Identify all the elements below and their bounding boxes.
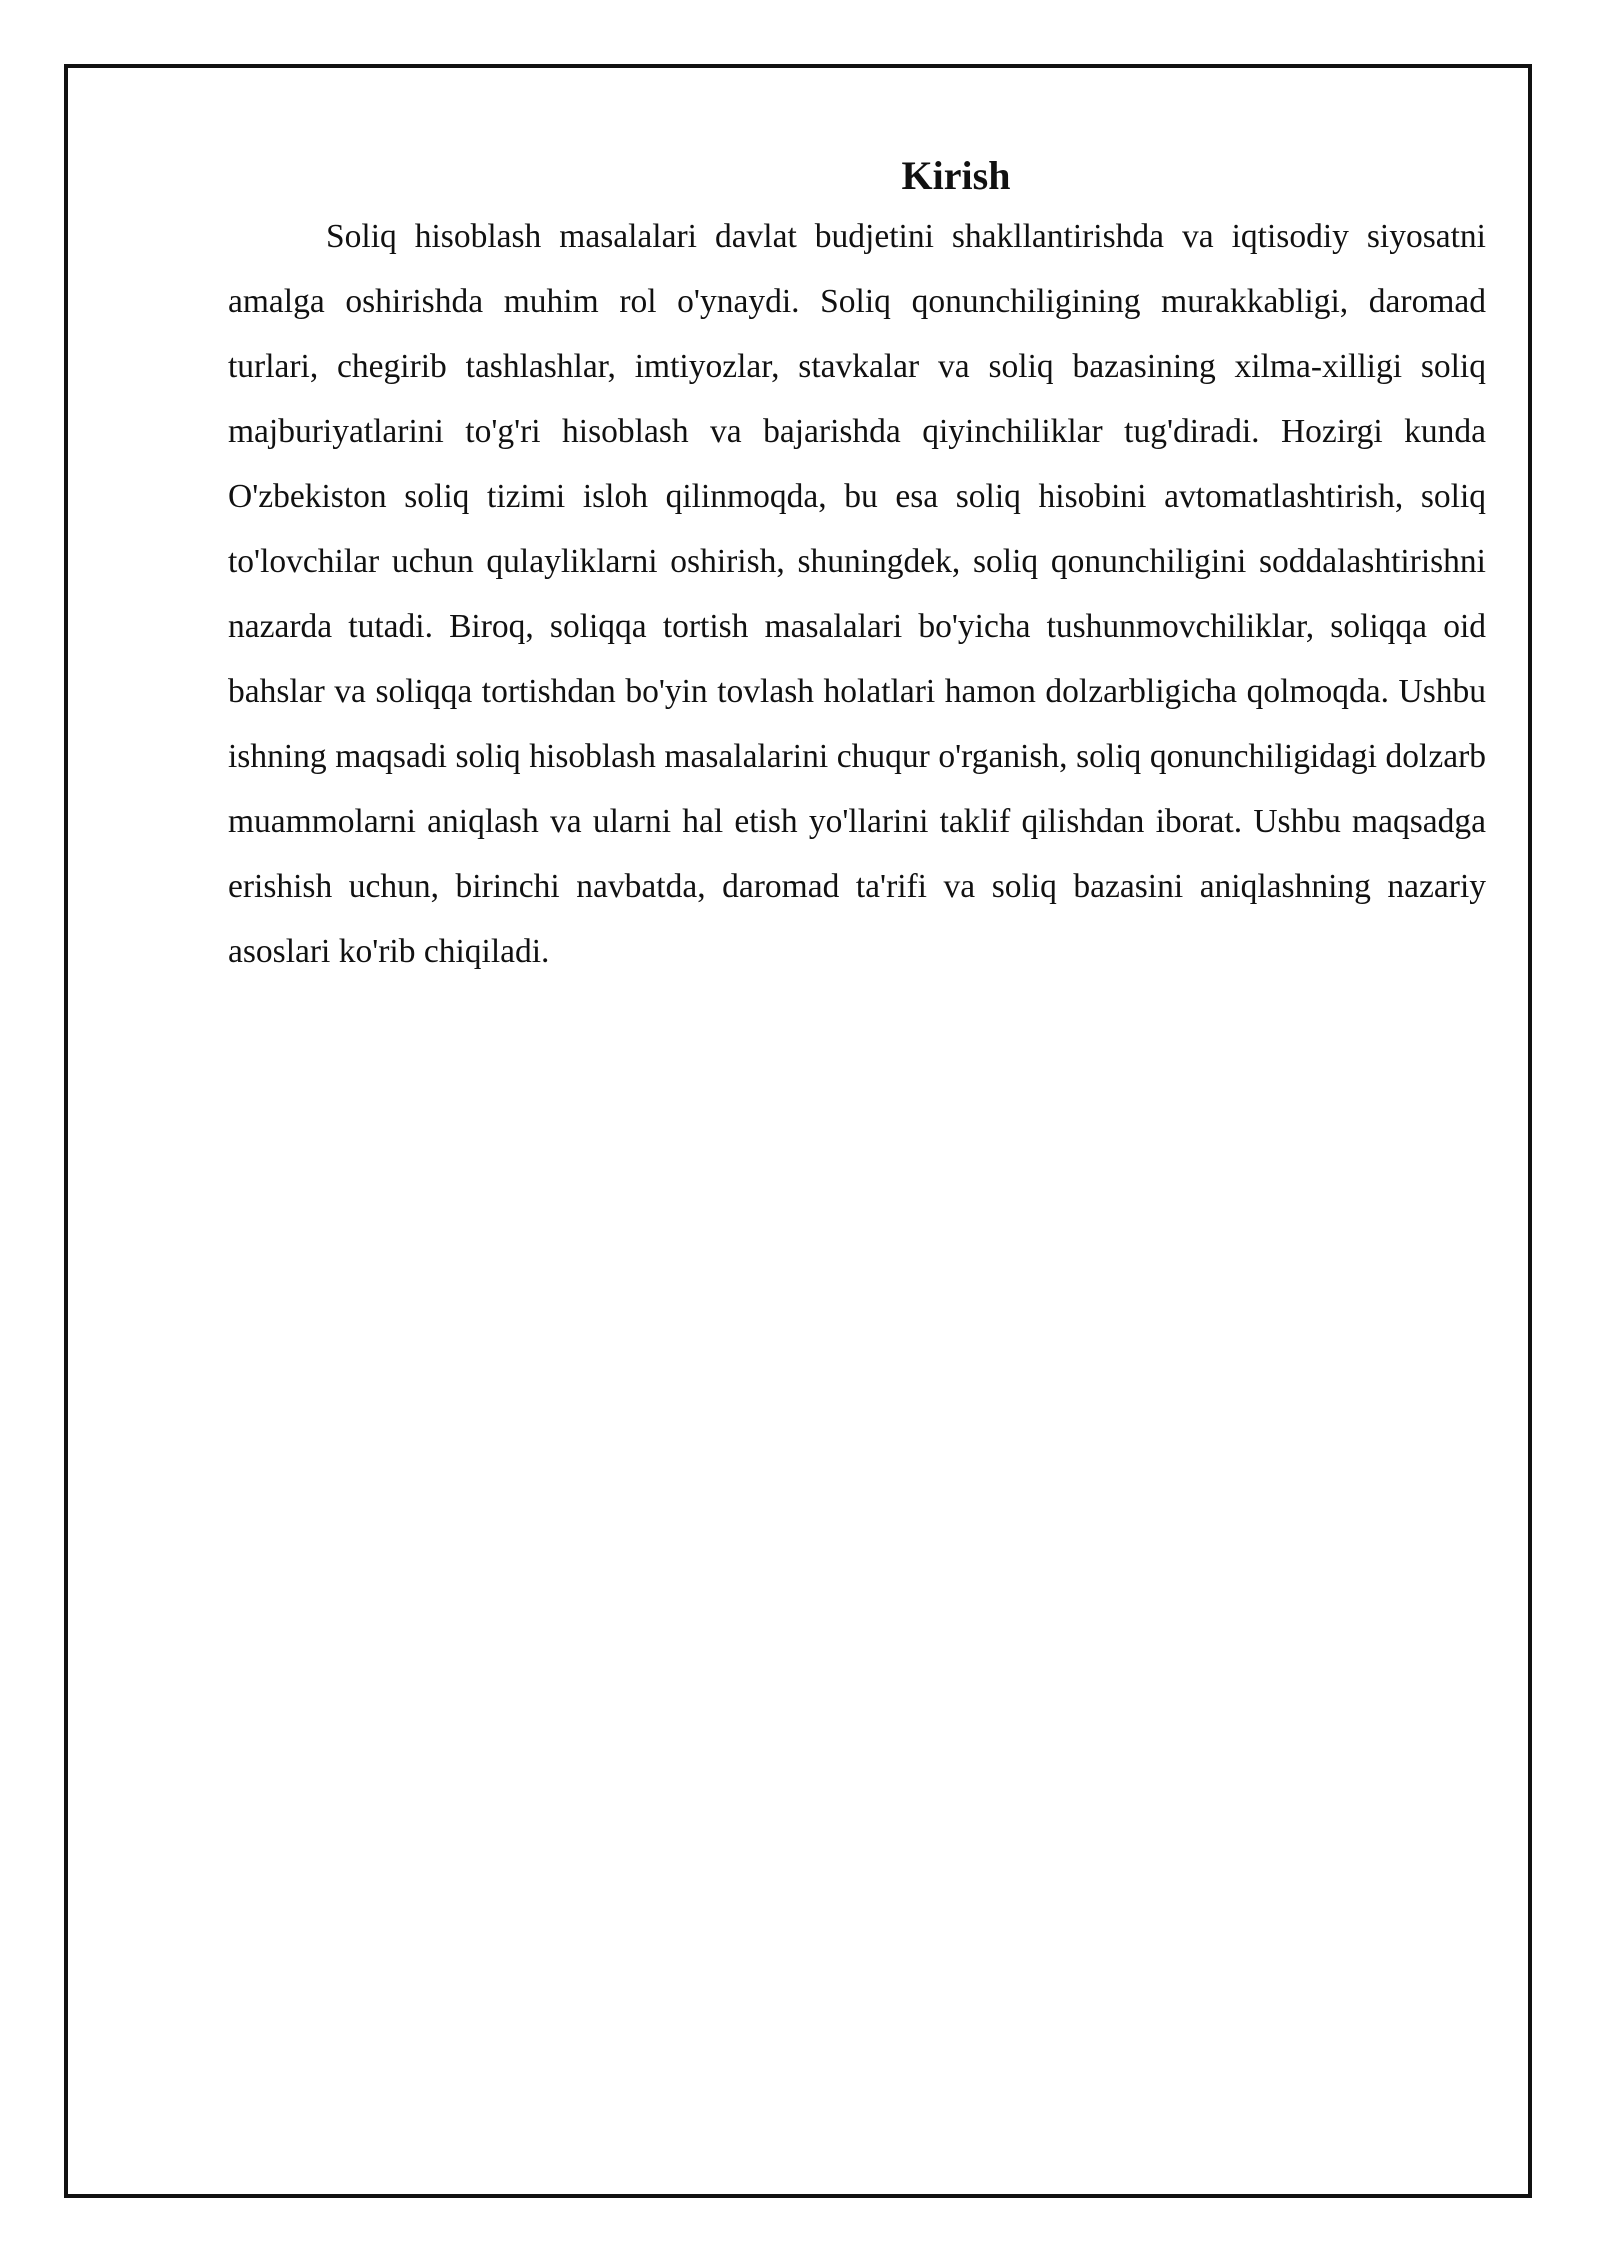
body-paragraph: Soliq hisoblash masalalari davlat budjetini shakllantirishda va iqtisodiy siyosatni amalga oshirishda muhim rol o'ynaydi. Soliq qonunchiligining murakkabligi, daromad turlari, chegirib tashlashlar, imtiyozlar, stavkalar va soliq bazasining xilma-xilligi soliq majburiyatlarini to'g'ri hisoblash va bajarishda qiyinchiliklar tug'diradi. Hozirgi kunda O'zbekiston soliq tizimi isloh qilinmoqda, bu esa soliq hisobini avtomatlashtirish, soliq to'lovchilar uchun qulayliklarni oshirish, shuningdek, soliq qonunchiligini soddalashtirishni nazarda tutadi. Biroq, soliqqa tortish masalalari bo'yicha tushunmovchiliklar, soliqqa oid bahslar va soliqqa tortishdan bo'yin tovlash holatlari hamon dolzarbligicha qolmoqda. Ushbu ishning maqsadi soliq hisoblash masalalarini chuqur o'rganish, soliq qonunchiligidagi dolzarb muammolarni aniqlash va ularni hal etish yo'llarini taklif qilishdan iborat. Ushbu maqsadga erishish uchun, birinchi navbatda, daromad ta'rifi va soliq bazasini aniqlashning nazariy asoslari ko'rib chiqiladi.	[228, 218, 1486, 970]
page-title: Kirish	[901, 153, 1011, 198]
document-content	[228, 148, 1486, 984]
